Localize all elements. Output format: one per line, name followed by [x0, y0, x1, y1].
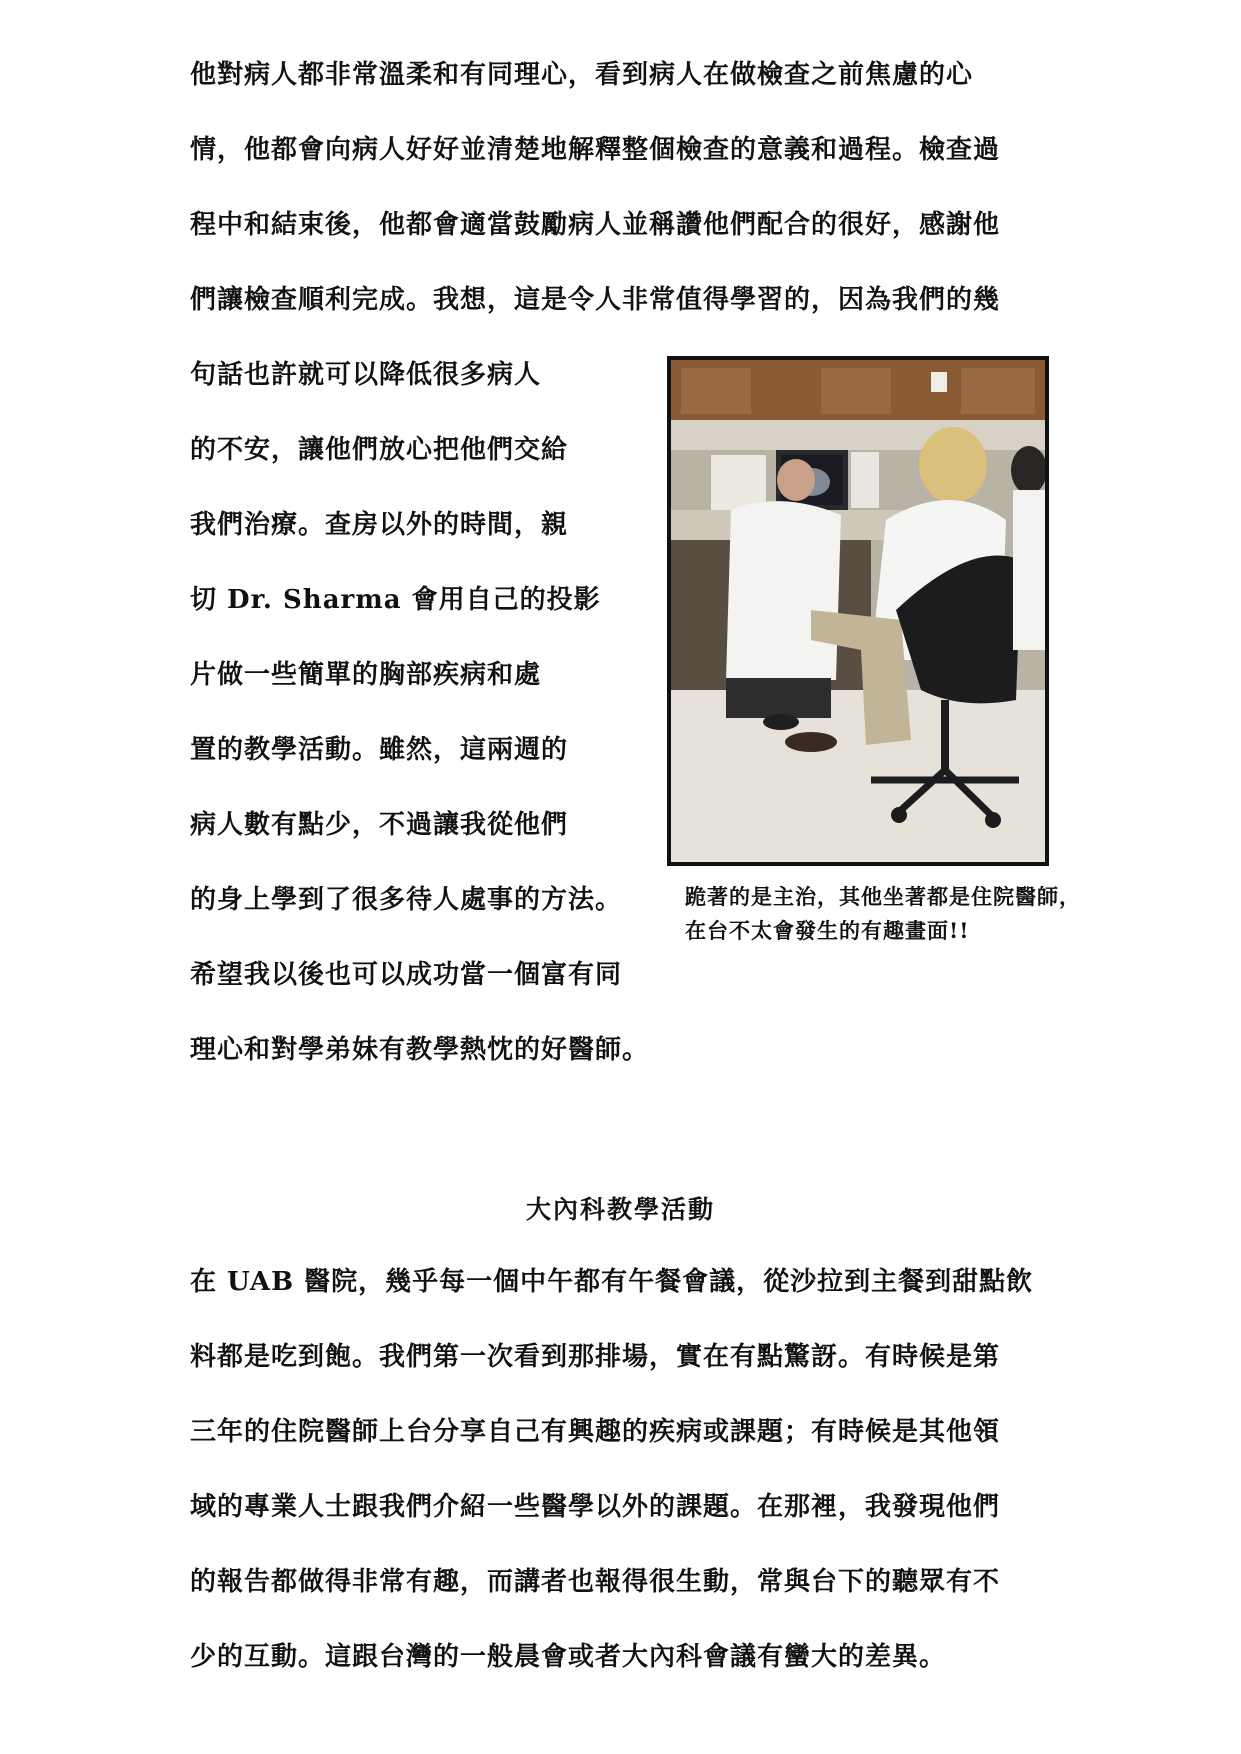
- text-line: 病人數有點少，不過讓我從他們: [190, 810, 569, 840]
- text-line: 三年的住院醫師上台分享自己有興趣的疾病或課題；有時候是其他領: [190, 1417, 1001, 1447]
- text-line: 切 Dr. Sharma 會用自己的投影: [190, 585, 601, 615]
- text-line: 程中和結束後，他都會適當鼓勵病人並稱讚他們配合的很好，感謝他: [190, 210, 1001, 240]
- text-line: 料都是吃到飽。我們第一次看到那排場，實在有點驚訝。有時候是第: [190, 1342, 1001, 1372]
- photo-caption: 跪著的是主治，其他坐著都是住院醫師，: [685, 884, 1081, 909]
- text-line: 句話也許就可以降低很多病人: [190, 360, 542, 390]
- text-line: 片做一些簡單的胸部疾病和處: [190, 660, 542, 690]
- text-line: 域的專業人士跟我們介紹一些醫學以外的課題。在那裡，我發現他們: [190, 1492, 1001, 1522]
- text-line: 他對病人都非常溫柔和有同理心，看到病人在做檢查之前焦慮的心: [190, 60, 974, 90]
- text-line: 的不安，讓他們放心把他們交給: [190, 435, 569, 465]
- photo-caption: 在台不太會發生的有趣畫面!!: [685, 918, 970, 943]
- text-line: 在 UAB 醫院，幾乎每一個中午都有午餐會議，從沙拉到主餐到甜點飲: [190, 1267, 1034, 1297]
- text-line: 理心和對學弟妹有教學熱忱的好醫師。: [190, 1035, 650, 1065]
- photo-doctors-at-workstation: [667, 356, 1049, 866]
- text-line: 置的教學活動。雖然，這兩週的: [190, 735, 569, 765]
- text-line: 我們治療。查房以外的時間，親: [190, 510, 569, 540]
- text-line: 希望我以後也可以成功當一個富有同: [190, 960, 623, 990]
- text-line: 少的互動。這跟台灣的一般晨會或者大內科會議有蠻大的差異。: [190, 1642, 947, 1672]
- text-line: 的報告都做得非常有趣，而講者也報得很生動，常與台下的聽眾有不: [190, 1567, 1001, 1597]
- text-line: 們讓檢查順利完成。我想，這是令人非常值得學習的，因為我們的幾: [190, 285, 1001, 315]
- section-heading: 大內科教學活動: [525, 1195, 715, 1224]
- text-line: 情，他都會向病人好好並清楚地解釋整個檢查的意義和過程。檢查過: [190, 135, 1001, 165]
- text-line: 的身上學到了很多待人處事的方法。: [190, 885, 623, 915]
